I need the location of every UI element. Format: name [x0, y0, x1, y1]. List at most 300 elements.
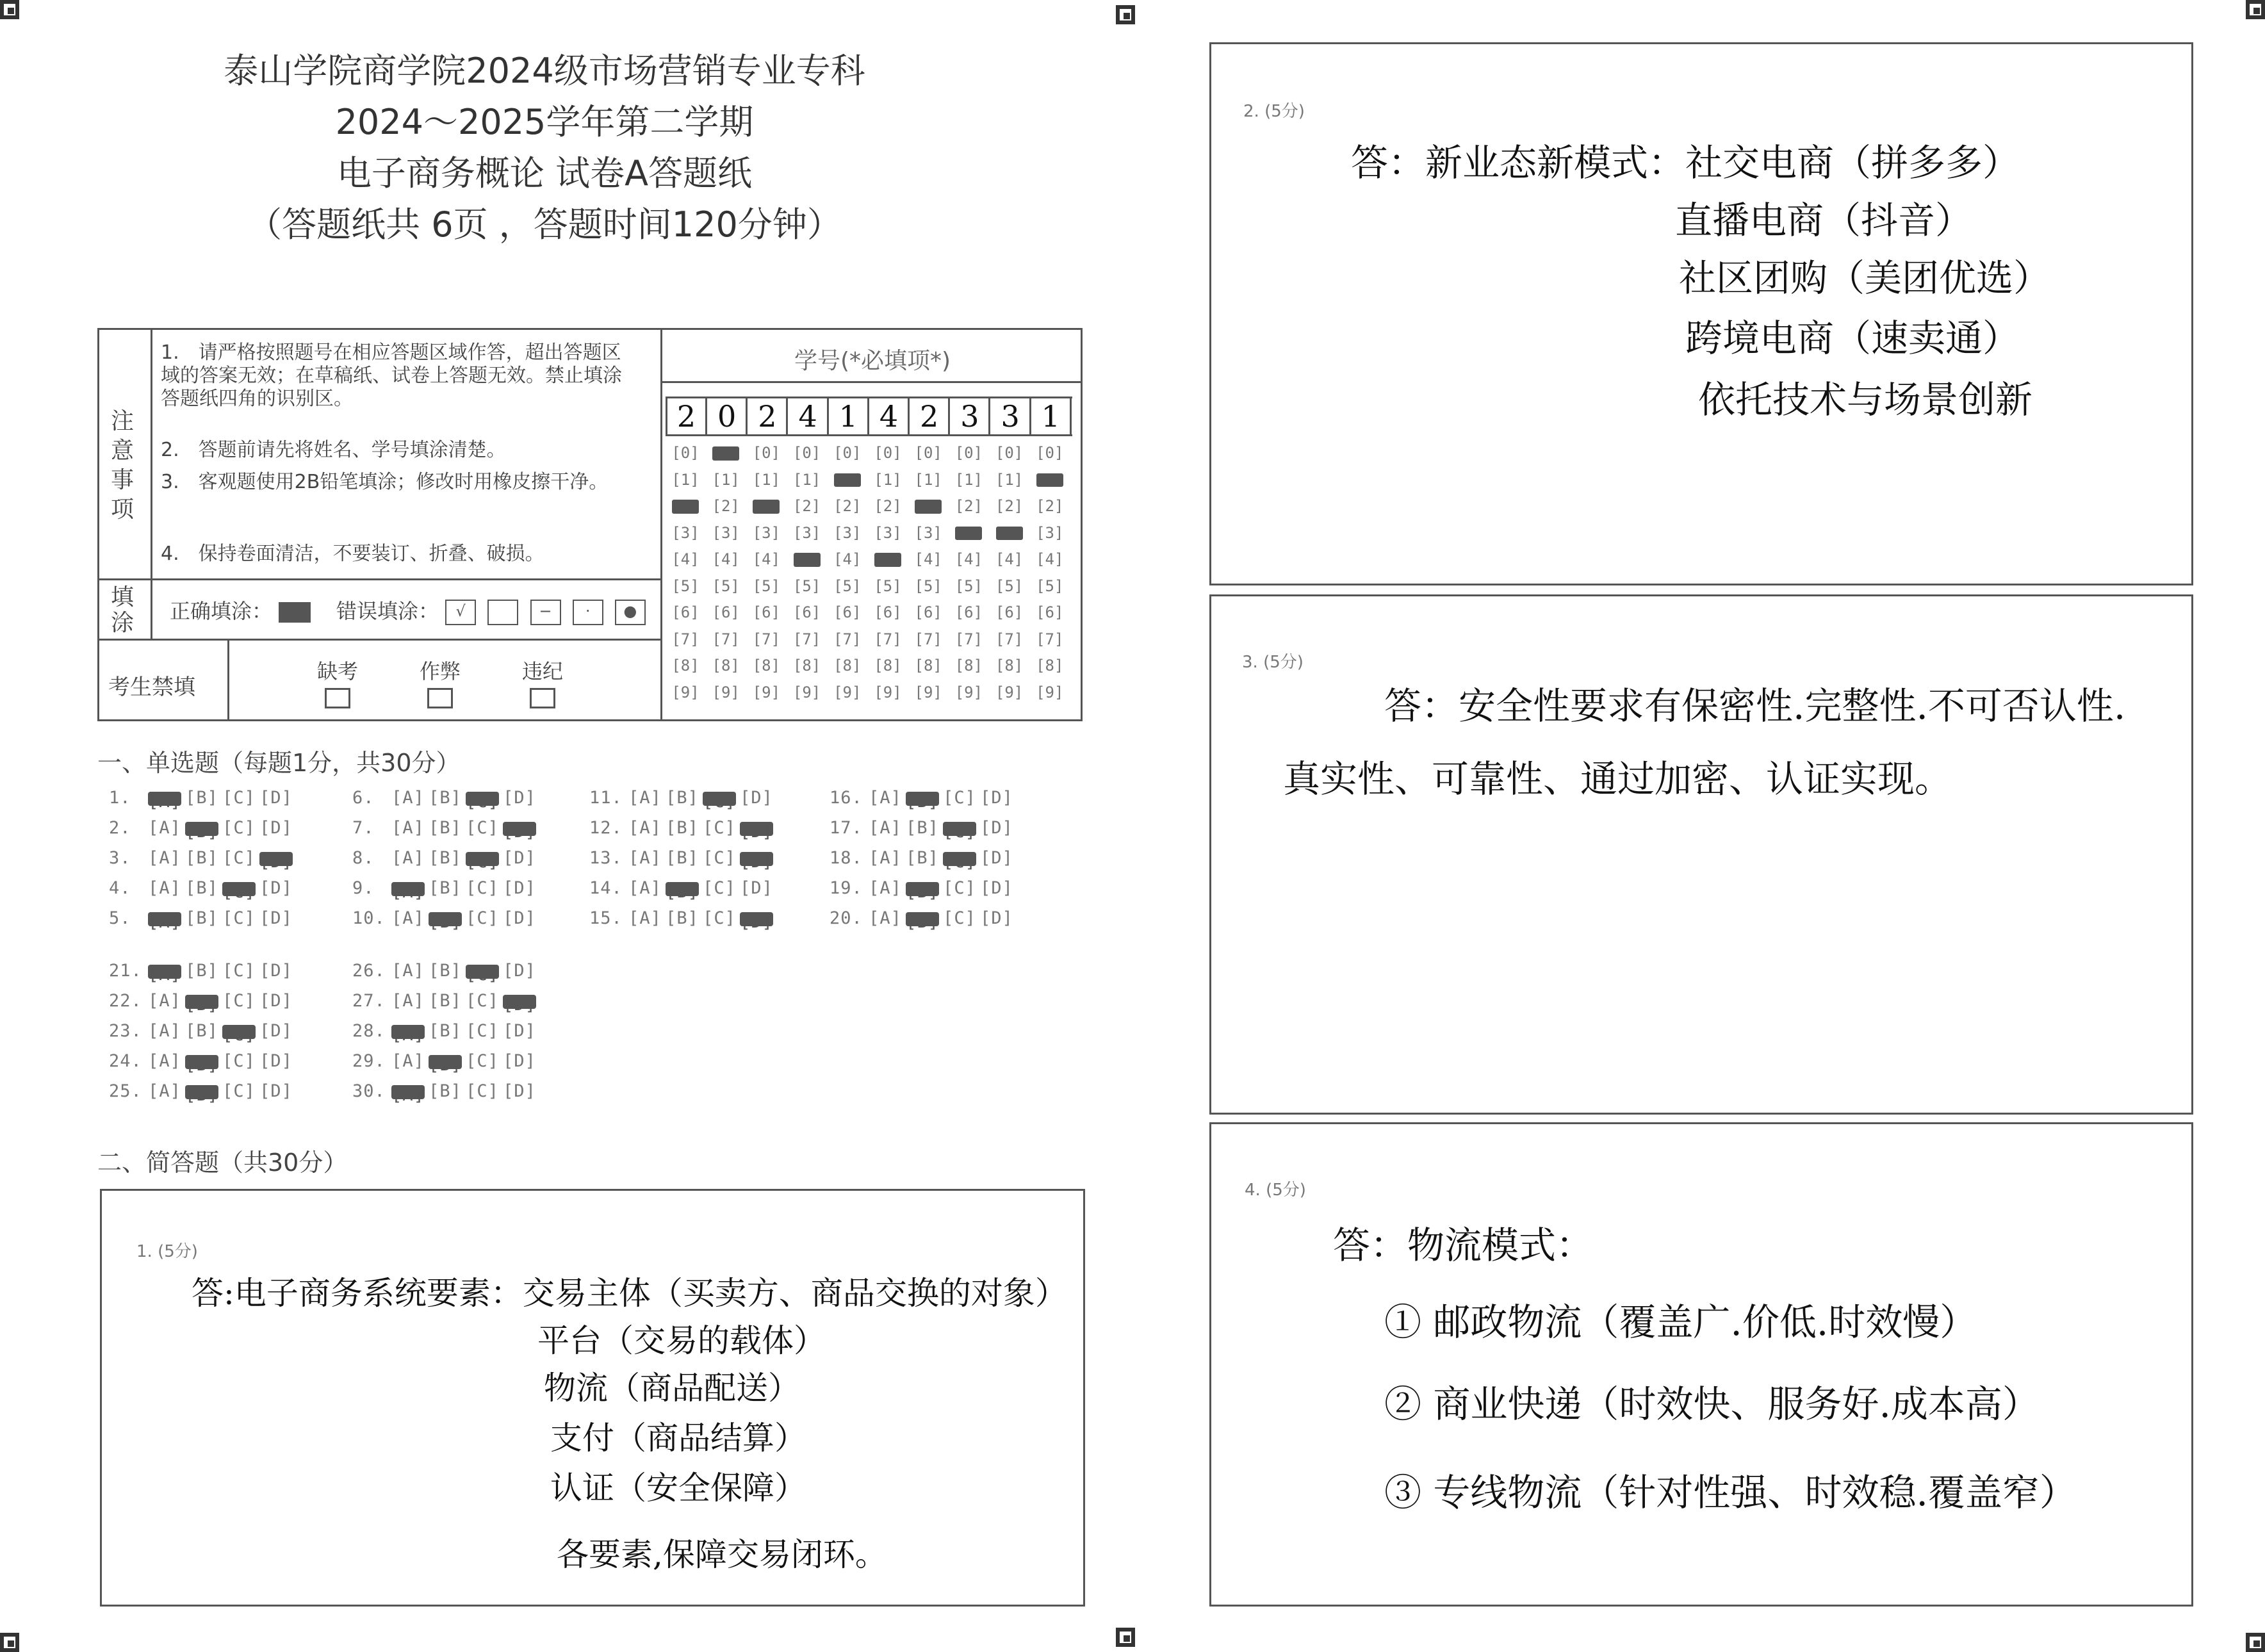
correct-fill-mark — [279, 602, 311, 623]
student-id-bubble[interactable]: [0] — [671, 444, 699, 462]
mc-option-bubble[interactable]: [A] — [148, 791, 181, 812]
corner-mark-top-left — [0, 0, 19, 19]
mc-option-bubble[interactable]: [D] — [259, 878, 293, 898]
student-id-bubble-column — [908, 440, 948, 706]
mc-option-bubble[interactable]: [B] — [429, 878, 462, 898]
notice-item-4: 4. 保持卷面清洁，不要装订、折叠、破损。 — [161, 543, 544, 565]
mc-option-bubble[interactable]: [A] — [148, 1081, 181, 1101]
mc-option-bubble[interactable]: [B] — [906, 912, 939, 932]
mc-question-row — [830, 788, 1015, 812]
mc-question-number: 14. — [589, 878, 623, 898]
mc-option-bubble[interactable]: [B] — [185, 908, 218, 928]
mc-option-bubble[interactable]: [C] — [466, 964, 499, 985]
mc-option-bubble[interactable]: [A] — [628, 908, 662, 928]
student-id-bubble[interactable]: [9] — [752, 683, 781, 701]
mc-option-bubble[interactable]: [D] — [740, 851, 773, 872]
mc-question-number: 15. — [589, 908, 623, 928]
student-id-bubble[interactable]: [0] — [1036, 444, 1064, 462]
mc-question-number: 26. — [352, 961, 386, 981]
mc-option-bubble[interactable]: [A] — [391, 961, 425, 981]
q1-line-4: 支付（商品结算） — [550, 1419, 806, 1457]
mc-option-bubble[interactable]: [C] — [466, 1051, 499, 1071]
student-id-bubble-column — [949, 440, 988, 706]
mc-question-row — [109, 818, 295, 842]
corner-mark-top-right — [2246, 0, 2265, 19]
mc-option-bubble[interactable]: [B] — [185, 821, 218, 842]
mc-option-bubble[interactable]: [A] — [391, 991, 425, 1011]
student-id-bubble[interactable]: [8] — [792, 657, 821, 675]
mc-option-bubble[interactable]: [D] — [740, 788, 773, 808]
student-id-bubble[interactable]: [7] — [712, 630, 740, 648]
mc-option-bubble[interactable]: [A] — [148, 1051, 181, 1071]
mc-question-row — [830, 848, 1015, 872]
student-id-bubble[interactable]: [7] — [752, 630, 781, 648]
student-id-bubble[interactable]: [3] — [752, 523, 781, 542]
student-id-digit: 1 — [1032, 398, 1072, 434]
student-id-bubble[interactable]: [0] — [874, 444, 902, 462]
correct-fill-example — [170, 595, 311, 625]
mc-question-row — [109, 788, 295, 812]
mc-option-bubble[interactable]: [B] — [906, 818, 939, 838]
mc-option-bubble[interactable]: [C] — [222, 908, 256, 928]
mc-option-bubble[interactable]: [C] — [466, 818, 499, 838]
student-id-bubble[interactable]: [5] — [1036, 577, 1064, 595]
mc-option-bubble[interactable]: [C] — [943, 908, 976, 928]
mc-question-number: 23. — [109, 1021, 142, 1041]
mc-option-bubble[interactable]: [C] — [466, 1081, 499, 1101]
student-id-bubble[interactable]: [3] — [712, 523, 740, 542]
mc-option-bubble[interactable]: [D] — [503, 821, 536, 842]
q4-label: 4. (5分) — [1245, 1181, 1306, 1200]
mc-option-bubble[interactable]: [C] — [703, 791, 736, 812]
exam-header-line3: 电子商务概论 试卷A答题纸 — [336, 153, 753, 193]
student-id-bubble[interactable]: [1] — [752, 470, 781, 489]
student-id-bubble[interactable]: [8] — [833, 657, 862, 675]
student-id-bubble[interactable] — [828, 467, 867, 494]
mc-question-number: 6. — [352, 788, 375, 808]
student-id-bubble[interactable]: [8] — [752, 657, 781, 675]
mc-option-bubble[interactable]: [B] — [429, 1021, 462, 1041]
mc-option-bubble[interactable]: [A] — [148, 1021, 181, 1041]
mc-question-number: 20. — [830, 908, 863, 928]
mc-option-bubble[interactable]: [A] — [391, 1024, 425, 1045]
student-id-bubble[interactable]: [3] — [671, 523, 699, 542]
student-id-bubble[interactable]: [0] — [752, 444, 781, 462]
student-id-bubble[interactable]: [0] — [914, 444, 942, 462]
mc-option-bubble[interactable]: [A] — [148, 991, 181, 1011]
mc-option-bubble[interactable]: [D] — [259, 818, 293, 838]
mc-option-bubble[interactable]: [C] — [222, 1024, 256, 1045]
mc-option-bubble[interactable]: [D] — [259, 961, 293, 981]
student-id-bubble[interactable]: [4] — [671, 550, 699, 568]
mc-question-row — [109, 848, 295, 872]
q2-line-5: 依托技术与场景创新 — [1698, 378, 2033, 421]
mc-option-bubble[interactable]: [A] — [391, 788, 425, 808]
student-id-bubble[interactable]: [5] — [995, 577, 1024, 595]
mc-option-bubble[interactable]: [C] — [466, 991, 499, 1011]
student-id-bubble[interactable]: [8] — [1036, 657, 1064, 675]
student-id-bubble[interactable]: [8] — [671, 657, 699, 675]
student-id-bubble[interactable] — [666, 493, 705, 520]
student-id-bubble[interactable]: [9] — [712, 683, 740, 701]
student-id-bubble[interactable]: [5] — [671, 577, 699, 595]
student-id-bubble[interactable]: [8] — [874, 657, 902, 675]
student-id-bubble[interactable] — [990, 520, 1029, 547]
mc-option-bubble[interactable]: [B] — [666, 788, 699, 808]
student-id-bubble[interactable]: [9] — [874, 683, 902, 701]
mc-option-bubble[interactable]: [C] — [703, 908, 736, 928]
mc-option-bubble[interactable]: [B] — [906, 791, 939, 812]
mc-option-bubble[interactable]: [A] — [148, 818, 181, 838]
mc-option-bubble[interactable]: [C] — [943, 851, 976, 872]
mc-option-bubble[interactable]: [D] — [503, 908, 536, 928]
student-id-bubble[interactable]: [6] — [1036, 603, 1064, 621]
mc-option-bubble[interactable]: [B] — [429, 991, 462, 1011]
mc-option-bubble[interactable]: [C] — [466, 791, 499, 812]
student-id-bubble[interactable]: [4] — [833, 550, 862, 568]
forbidden-label: 考生禁填 — [108, 675, 195, 700]
student-id-bubble[interactable]: [6] — [752, 603, 781, 621]
student-id-bubble[interactable]: [1] — [874, 470, 902, 489]
q4-line-4: ③ 专线物流（针对性强、时效稳.覆盖窄） — [1384, 1471, 2077, 1514]
answer-box-q2[interactable] — [1209, 42, 2193, 585]
student-id-bubble[interactable]: [6] — [712, 603, 740, 621]
student-id-bubble[interactable]: [2] — [1036, 497, 1064, 515]
mc-option-bubble[interactable]: [B] — [666, 848, 699, 868]
mc-option-bubble[interactable]: [A] — [869, 878, 902, 898]
student-id-bubble[interactable]: [3] — [874, 523, 902, 542]
student-id-bubble[interactable]: [7] — [792, 630, 821, 648]
mc-question-number: 22. — [109, 991, 142, 1011]
student-id-bubble[interactable]: [5] — [954, 577, 983, 595]
mc-option-bubble[interactable]: [D] — [503, 961, 536, 981]
student-id-bubble[interactable]: [8] — [954, 657, 983, 675]
mc-option-bubble[interactable]: [B] — [429, 961, 462, 981]
student-id-bubble-column — [828, 440, 867, 706]
student-id-bubble[interactable]: [7] — [954, 630, 983, 648]
mc-option-bubble[interactable]: [D] — [259, 908, 293, 928]
wrong-mark-dash: − — [530, 600, 561, 625]
student-id-bubble[interactable]: [5] — [914, 577, 942, 595]
wrong-mark-dot: · — [573, 600, 603, 625]
mc-question-row — [830, 818, 1015, 842]
student-id-bubble[interactable]: [8] — [914, 657, 942, 675]
mc-option-bubble[interactable]: [C] — [943, 878, 976, 898]
student-id-bubble[interactable] — [787, 546, 827, 573]
mc-option-bubble[interactable]: [C] — [703, 848, 736, 868]
mc-question-row — [589, 908, 775, 932]
mc-option-bubble[interactable]: [A] — [628, 848, 662, 868]
student-id-bubble[interactable]: [6] — [914, 603, 942, 621]
student-id-bubble[interactable]: [6] — [995, 603, 1024, 621]
student-id-bubble[interactable]: [2] — [954, 497, 983, 515]
q1-label: 1. (5分) — [136, 1242, 198, 1261]
mc-option-bubble[interactable]: [B] — [429, 1054, 462, 1075]
exam-header-line4: （答题纸共 6页 ，答题时间120分钟） — [247, 204, 842, 245]
student-id-bubble[interactable]: [6] — [671, 603, 699, 621]
mc-question-row — [352, 1021, 538, 1045]
mc-option-bubble[interactable]: [D] — [740, 821, 773, 842]
student-id-bubble[interactable]: [7] — [914, 630, 942, 648]
mc-option-bubble[interactable]: [C] — [466, 878, 499, 898]
mc-option-bubble[interactable]: [A] — [391, 848, 425, 868]
mc-option-bubble[interactable]: [C] — [943, 788, 976, 808]
answer-box-q4[interactable] — [1209, 1122, 2193, 1607]
mc-question-number: 17. — [830, 818, 863, 838]
student-id-bubble[interactable] — [706, 440, 746, 467]
mc-option-bubble[interactable]: [A] — [869, 908, 902, 928]
student-id-bubble[interactable]: [3] — [833, 523, 862, 542]
q2-label: 2. (5分) — [1243, 102, 1305, 121]
mc-option-bubble[interactable]: [A] — [869, 788, 902, 808]
mc-option-bubble[interactable]: [C] — [703, 818, 736, 838]
student-id-bubble[interactable]: [4] — [752, 550, 781, 568]
mc-option-bubble[interactable]: [D] — [259, 1051, 293, 1071]
wrong-mark-circle: ● — [615, 600, 646, 625]
mc-option-bubble[interactable]: [C] — [222, 881, 256, 902]
student-id-bubble[interactable] — [868, 546, 908, 573]
mc-question-row — [352, 991, 538, 1015]
student-id-label: 学号(*必填项*) — [794, 348, 951, 374]
mc-option-bubble[interactable]: [A] — [628, 818, 662, 838]
mc-option-bubble[interactable]: [A] — [148, 848, 181, 868]
wrong-mark-partial — [487, 600, 518, 625]
section1-title: 一、单选题（每题1分，共30分） — [97, 749, 461, 777]
student-id-bubble[interactable]: [9] — [954, 683, 983, 701]
mc-option-bubble[interactable]: [D] — [740, 912, 773, 932]
student-id-bubble[interactable]: [6] — [874, 603, 902, 621]
mc-option-bubble[interactable]: [C] — [222, 1081, 256, 1101]
mc-option-bubble[interactable]: [B] — [185, 994, 218, 1015]
student-id-bubble[interactable]: [9] — [1036, 683, 1064, 701]
mc-option-bubble[interactable]: [A] — [391, 818, 425, 838]
mc-question-number: 19. — [830, 878, 863, 898]
mc-option-bubble[interactable]: [B] — [906, 881, 939, 902]
student-id-bubble[interactable]: [0] — [954, 444, 983, 462]
mc-option-bubble[interactable]: [D] — [980, 788, 1013, 808]
mc-option-bubble[interactable]: [A] — [391, 881, 425, 902]
mc-question-row — [109, 1021, 295, 1045]
mc-option-bubble[interactable]: [D] — [503, 788, 536, 808]
q1-line-1: 答:电子商务系统要素：交易主体（买卖方、商品交换的对象） — [192, 1275, 1067, 1312]
notice-item-3: 3. 客观题使用2B铅笔填涂；修改时用橡皮擦干净。 — [161, 471, 609, 493]
student-id-bubble[interactable]: [7] — [995, 630, 1024, 648]
student-id-digit: 3 — [951, 398, 990, 434]
mc-option-bubble[interactable]: [B] — [429, 1081, 462, 1101]
mc-question-row — [109, 1081, 295, 1105]
mc-option-bubble[interactable]: [C] — [222, 788, 256, 808]
student-id-bubble[interactable]: [8] — [712, 657, 740, 675]
mc-option-bubble[interactable]: [D] — [503, 994, 536, 1015]
forbidden-cheat-label: 作弊 — [420, 659, 461, 683]
mc-option-bubble[interactable]: [D] — [259, 1021, 293, 1041]
mc-question-row — [830, 908, 1015, 932]
student-id-bubble[interactable]: [2] — [833, 497, 862, 515]
mc-option-bubble[interactable]: [C] — [222, 848, 256, 868]
answer-box-q3[interactable] — [1209, 594, 2193, 1115]
student-id-bubble-column — [746, 440, 786, 706]
mc-option-bubble[interactable]: [D] — [980, 848, 1013, 868]
student-id-bubble[interactable]: [1] — [914, 470, 942, 489]
student-id-bubble[interactable]: [4] — [712, 550, 740, 568]
mc-option-bubble[interactable]: [A] — [148, 912, 181, 932]
student-id-bubble[interactable]: [4] — [1036, 550, 1064, 568]
mc-question-row — [589, 788, 775, 812]
student-id-bubble[interactable]: [0] — [792, 444, 821, 462]
forbidden-cheat-checkbox[interactable] — [427, 688, 453, 708]
student-id-bubble[interactable]: [6] — [833, 603, 862, 621]
mc-option-bubble[interactable]: [D] — [503, 1051, 536, 1071]
student-id-bubble[interactable]: [8] — [995, 657, 1024, 675]
student-id-digits — [666, 397, 1072, 436]
mc-option-bubble[interactable]: [B] — [666, 908, 699, 928]
corner-mark-bottom-middle — [1116, 1628, 1135, 1647]
wrong-fill-label: 错误填涂： — [336, 599, 439, 623]
student-id-bubble[interactable]: [7] — [671, 630, 699, 648]
student-id-bubble[interactable]: [1] — [995, 470, 1024, 489]
student-id-bubble[interactable]: [6] — [792, 603, 821, 621]
info-table — [97, 328, 1083, 721]
mc-option-bubble[interactable]: [A] — [628, 878, 662, 898]
mc-option-bubble[interactable]: [D] — [259, 788, 293, 808]
mc-option-bubble[interactable]: [D] — [503, 1021, 536, 1041]
mc-question-row — [589, 818, 775, 842]
mc-option-bubble[interactable]: [B] — [185, 1054, 218, 1075]
mc-option-bubble[interactable]: [C] — [466, 851, 499, 872]
mc-option-bubble[interactable]: [D] — [259, 1081, 293, 1101]
student-id-bubble[interactable]: [3] — [792, 523, 821, 542]
student-id-bubble[interactable]: [4] — [995, 550, 1024, 568]
mc-option-bubble[interactable]: [B] — [185, 848, 218, 868]
mc-option-bubble[interactable]: [A] — [869, 848, 902, 868]
mc-option-bubble[interactable]: [D] — [503, 1081, 536, 1101]
student-id-bubble[interactable]: [3] — [1036, 523, 1064, 542]
mc-option-bubble[interactable]: [C] — [703, 878, 736, 898]
mc-option-bubble[interactable]: [C] — [943, 821, 976, 842]
student-id-bubble[interactable]: [1] — [671, 470, 699, 489]
forbidden-absent-checkbox[interactable] — [325, 688, 350, 708]
mc-question-number: 8. — [352, 848, 375, 868]
mc-question-number: 27. — [352, 991, 386, 1011]
mc-option-bubble[interactable]: [A] — [148, 964, 181, 985]
mc-question-row — [109, 1051, 295, 1075]
student-id-bubble[interactable]: [2] — [995, 497, 1024, 515]
mc-option-bubble[interactable]: [A] — [391, 1051, 425, 1071]
student-id-bubble[interactable]: [7] — [874, 630, 902, 648]
student-id-bubble[interactable]: [3] — [914, 523, 942, 542]
student-id-bubble[interactable]: [5] — [833, 577, 862, 595]
student-id-bubble[interactable]: [5] — [712, 577, 740, 595]
student-id-bubble[interactable] — [1030, 467, 1070, 494]
student-id-bubble[interactable]: [7] — [833, 630, 862, 648]
student-id-bubble[interactable]: [5] — [874, 577, 902, 595]
mc-option-bubble[interactable]: [B] — [185, 1021, 218, 1041]
mc-option-bubble[interactable]: [B] — [429, 818, 462, 838]
student-id-bubble[interactable]: [1] — [954, 470, 983, 489]
mc-option-bubble[interactable]: [C] — [222, 1051, 256, 1071]
mc-option-bubble[interactable]: [D] — [980, 908, 1013, 928]
mc-option-bubble[interactable]: [A] — [148, 878, 181, 898]
student-id-bubble[interactable]: [0] — [995, 444, 1024, 462]
exam-header-line1: 泰山学院商学院2024级市场营销专业专科 — [224, 51, 865, 91]
student-id-bubble[interactable]: [6] — [954, 603, 983, 621]
mc-option-bubble[interactable]: [B] — [185, 961, 218, 981]
student-id-bubble[interactable]: [9] — [671, 683, 699, 701]
student-id-bubble[interactable]: [2] — [712, 497, 740, 515]
student-id-bubble[interactable]: [0] — [833, 444, 862, 462]
mc-question-number: 5. — [109, 908, 131, 928]
mc-question-number: 13. — [589, 848, 623, 868]
student-id-bubble[interactable]: [1] — [712, 470, 740, 489]
student-id-bubble[interactable]: [4] — [914, 550, 942, 568]
mc-option-bubble[interactable]: [B] — [906, 848, 939, 868]
q3-label: 3. (5分) — [1242, 653, 1304, 672]
forbidden-absent — [317, 655, 358, 709]
mc-option-bubble[interactable]: [D] — [503, 878, 536, 898]
notice-item-2: 2. 答题前请先将姓名、学号填涂清楚。 — [161, 439, 506, 461]
student-id-bubble[interactable]: [2] — [874, 497, 902, 515]
student-id-bubble[interactable] — [949, 520, 988, 547]
mc-question-row — [352, 1081, 538, 1105]
mc-option-bubble[interactable]: [A] — [391, 908, 425, 928]
student-id-bubble[interactable] — [908, 493, 948, 520]
mc-option-bubble[interactable]: [B] — [429, 912, 462, 932]
mc-question-number: 16. — [830, 788, 863, 808]
student-id-bubble[interactable]: [9] — [833, 683, 862, 701]
wrong-mark-check: √ — [445, 600, 476, 625]
student-id-bubble[interactable] — [746, 493, 786, 520]
forbidden-violation-checkbox[interactable] — [530, 688, 555, 708]
mc-option-bubble[interactable]: [D] — [259, 991, 293, 1011]
mc-option-bubble[interactable]: [B] — [666, 881, 699, 902]
student-id-bubble[interactable]: [9] — [995, 683, 1024, 701]
student-id-bubble[interactable]: [2] — [792, 497, 821, 515]
mc-option-bubble[interactable]: [D] — [740, 878, 773, 898]
student-id-bubble[interactable]: [1] — [792, 470, 821, 489]
mc-question-number: 2. — [109, 818, 131, 838]
student-id-bubble[interactable]: [4] — [954, 550, 983, 568]
mc-option-bubble[interactable]: [D] — [980, 818, 1013, 838]
student-id-bubble[interactable]: [7] — [1036, 630, 1064, 648]
mc-option-bubble[interactable]: [B] — [185, 788, 218, 808]
q2-line-4: 跨境电商（速卖通） — [1685, 316, 2020, 360]
mc-option-bubble[interactable]: [C] — [222, 818, 256, 838]
student-id-bubble[interactable]: [9] — [914, 683, 942, 701]
mc-option-bubble[interactable]: [C] — [466, 1021, 499, 1041]
mc-option-bubble[interactable]: [B] — [185, 1084, 218, 1105]
student-id-bubble[interactable]: [9] — [792, 683, 821, 701]
student-id-bubble[interactable]: [5] — [792, 577, 821, 595]
answer-box-q1[interactable] — [100, 1189, 1085, 1607]
mc-option-bubble[interactable]: [D] — [503, 848, 536, 868]
mc-option-bubble[interactable]: [A] — [869, 818, 902, 838]
q1-line-5: 认证（安全保障） — [550, 1469, 806, 1507]
student-id-bubble[interactable]: [5] — [752, 577, 781, 595]
mc-question-number: 11. — [589, 788, 623, 808]
mc-option-bubble[interactable]: [D] — [259, 851, 293, 872]
mc-option-bubble[interactable]: [A] — [391, 1084, 425, 1105]
mc-option-bubble[interactable]: [C] — [222, 991, 256, 1011]
mc-option-bubble[interactable]: [B] — [185, 878, 218, 898]
mc-option-bubble[interactable]: [A] — [628, 788, 662, 808]
mc-option-bubble[interactable]: [D] — [980, 878, 1013, 898]
mc-option-bubble[interactable]: [B] — [429, 788, 462, 808]
mc-option-bubble[interactable]: [B] — [429, 848, 462, 868]
mc-option-bubble[interactable]: [B] — [666, 818, 699, 838]
mc-option-bubble[interactable]: [C] — [222, 961, 256, 981]
mc-option-bubble[interactable]: [C] — [466, 908, 499, 928]
corner-mark-bottom-right — [2246, 1633, 2265, 1652]
